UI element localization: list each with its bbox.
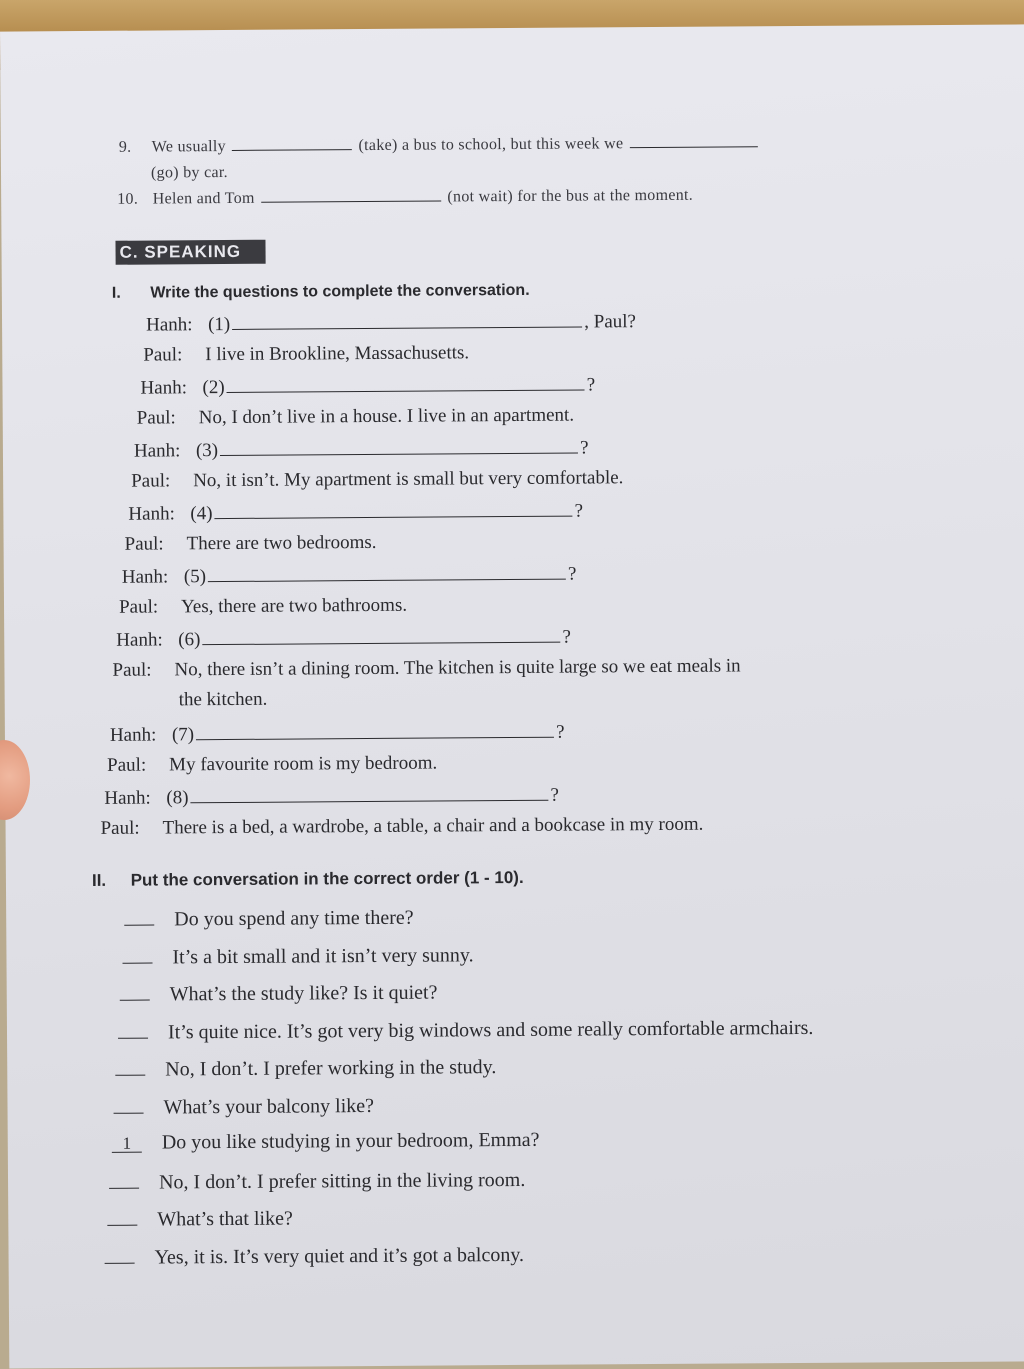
answer-text: There are two bedrooms.: [186, 531, 377, 555]
order-number-blank[interactable]: [118, 1019, 148, 1038]
order-item: [122, 942, 473, 969]
order-item: [120, 980, 438, 1007]
order-number-blank[interactable]: [115, 1057, 145, 1076]
answer-text: No, there isn’t a dining room. The kitchen is quite large so we eat meals in: [174, 655, 741, 681]
answer-text: No, I don’t live in a house. I live in an apartment.: [198, 404, 575, 429]
speaker-label: Hanh:: [109, 724, 157, 746]
paul-answer-line: [125, 532, 377, 556]
question-suffix: ?: [574, 500, 584, 522]
hanh-question-line: [140, 374, 595, 399]
speaker-label: Hanh:: [128, 503, 175, 525]
speaker-label: Paul:: [143, 344, 183, 366]
speaker-label: Hanh:: [145, 314, 193, 336]
answer-blank[interactable]: [220, 452, 578, 456]
hanh-question-line: [116, 627, 571, 652]
worksheet-page: [0, 24, 1024, 1368]
part1-instruction: Write the questions to complete the conversation.: [150, 281, 530, 302]
speaker-label: Hanh:: [121, 566, 169, 588]
order-number-blank[interactable]: [104, 1244, 134, 1263]
answer-blank[interactable]: [232, 148, 352, 151]
question-number: (3): [195, 440, 219, 462]
order-item: [115, 1054, 496, 1082]
order-item-text: What’s your balcony like?: [163, 1094, 375, 1118]
question-number: (8): [166, 787, 189, 809]
order-number-blank[interactable]: 1: [112, 1134, 142, 1153]
part-number: I.: [111, 284, 121, 302]
hanh-question-line: [128, 501, 583, 526]
question-number: (5): [183, 566, 207, 588]
paul-answer-line: [112, 655, 740, 681]
answer-blank[interactable]: [215, 515, 573, 519]
part2-instruction-row: [92, 868, 524, 891]
question-suffix: ?: [562, 626, 571, 648]
paul-answer-line: [107, 753, 437, 777]
answer-blank[interactable]: [261, 199, 441, 202]
order-item: [109, 1166, 525, 1194]
question-text: (not wait) for the bus at the moment.: [447, 186, 694, 206]
order-item-text: It’s a bit small and it isn’t very sunny.: [172, 943, 474, 968]
question-10: [117, 187, 693, 209]
speaker-label: Paul:: [118, 596, 159, 618]
order-item: [104, 1241, 524, 1269]
question-suffix: ?: [550, 784, 560, 806]
speaker-label: Paul:: [100, 817, 140, 839]
question-number: (6): [178, 629, 201, 651]
order-item-text: What’s the study like? Is it quiet?: [169, 981, 438, 1006]
section-heading: C. SPEAKING: [115, 240, 265, 265]
answer-text: My favourite room is my bedroom.: [169, 752, 438, 776]
order-number-blank[interactable]: [107, 1207, 137, 1226]
answer-text: There is a bed, a wardrobe, a table, a chair and a bookcase in my room.: [162, 813, 704, 839]
answer-text: No, it isn’t. My apartment is small but very comfortable.: [193, 467, 624, 492]
paul-answer-line: [119, 595, 407, 619]
order-number-blank[interactable]: [109, 1169, 139, 1188]
answer-blank[interactable]: [208, 578, 566, 582]
order-item-text: What’s that like?: [157, 1207, 293, 1231]
answer-text: I live in Brookline, Massachusetts.: [205, 342, 470, 366]
speaker-label: Hanh:: [116, 629, 163, 651]
order-number-blank[interactable]: [124, 907, 154, 926]
speaker-label: Paul:: [136, 407, 176, 429]
answer-blank[interactable]: [232, 326, 582, 330]
order-item: [107, 1206, 293, 1232]
answer-blank[interactable]: [630, 145, 758, 148]
question-9-continuation: (go) by car.: [150, 163, 228, 182]
speaker-label: Paul:: [112, 659, 152, 681]
order-item: [124, 905, 414, 932]
paul-answer-line: [137, 405, 574, 430]
question-number: (2): [202, 377, 225, 399]
question-suffix: ?: [586, 374, 596, 396]
question-suffix: ?: [580, 437, 589, 459]
answer-blank[interactable]: [196, 736, 554, 740]
answer-text-continuation: the kitchen.: [178, 688, 268, 711]
order-item-text: No, I don’t. I prefer working in the study.: [165, 1056, 497, 1081]
paul-answer-line: [101, 814, 704, 840]
part-number: II.: [91, 870, 107, 890]
speaker-label: Paul:: [131, 470, 171, 492]
order-item: [112, 1129, 540, 1155]
speaker-label: Hanh:: [104, 787, 151, 809]
part1-instruction-row: [112, 282, 530, 303]
question-text: We usually: [151, 138, 226, 156]
order-number-blank[interactable]: [113, 1094, 143, 1113]
order-item-text: It’s quite nice. It’s got very big windows and some really comfortable armchairs.: [167, 1016, 814, 1043]
hanh-question-line: [146, 311, 636, 336]
part2-instruction: Put the conversation in the correct order (1 - 10).: [130, 867, 524, 890]
question-suffix: , Paul?: [584, 311, 637, 333]
paul-answer-line: [143, 342, 469, 366]
answer-blank[interactable]: [202, 641, 560, 645]
hanh-question-line: [110, 722, 565, 747]
speaker-label: Paul:: [124, 533, 164, 555]
speaker-label: Paul:: [107, 754, 147, 776]
order-item: [113, 1092, 374, 1119]
speaker-label: Hanh:: [133, 440, 181, 462]
hanh-question-line: [104, 785, 559, 810]
question-suffix: ?: [556, 721, 565, 743]
order-item-text: Yes, it is. It’s very quiet and it’s got a balcony.: [154, 1243, 525, 1269]
hanh-question-line: [134, 437, 589, 462]
question-text: (take) a bus to school, but this week we: [358, 135, 624, 155]
question-number: 10.: [117, 190, 139, 208]
order-item-text: No, I don’t. I prefer sitting in the living room.: [158, 1168, 526, 1193]
question-number: (7): [171, 724, 195, 746]
order-item-text: Do you like studying in your bedroom, Emma?: [161, 1128, 540, 1154]
answer-text: Yes, there are two bathrooms.: [180, 594, 408, 618]
paul-answer-line: [131, 467, 623, 492]
question-number: 9.: [118, 138, 132, 156]
order-item: [118, 1014, 814, 1044]
question-number: (1): [207, 313, 231, 336]
order-item-text: Do you spend any time there?: [174, 906, 414, 931]
answer-blank[interactable]: [191, 799, 549, 803]
hanh-question-line: [122, 564, 577, 589]
speaker-label: Hanh:: [140, 377, 188, 399]
question-suffix: ?: [567, 563, 577, 585]
question-9: [119, 134, 760, 156]
question-text: Helen and Tom: [152, 189, 255, 208]
order-number-blank[interactable]: [120, 982, 150, 1001]
question-number: (4): [190, 503, 213, 525]
answer-blank[interactable]: [227, 389, 585, 393]
order-number-blank[interactable]: [122, 944, 152, 963]
